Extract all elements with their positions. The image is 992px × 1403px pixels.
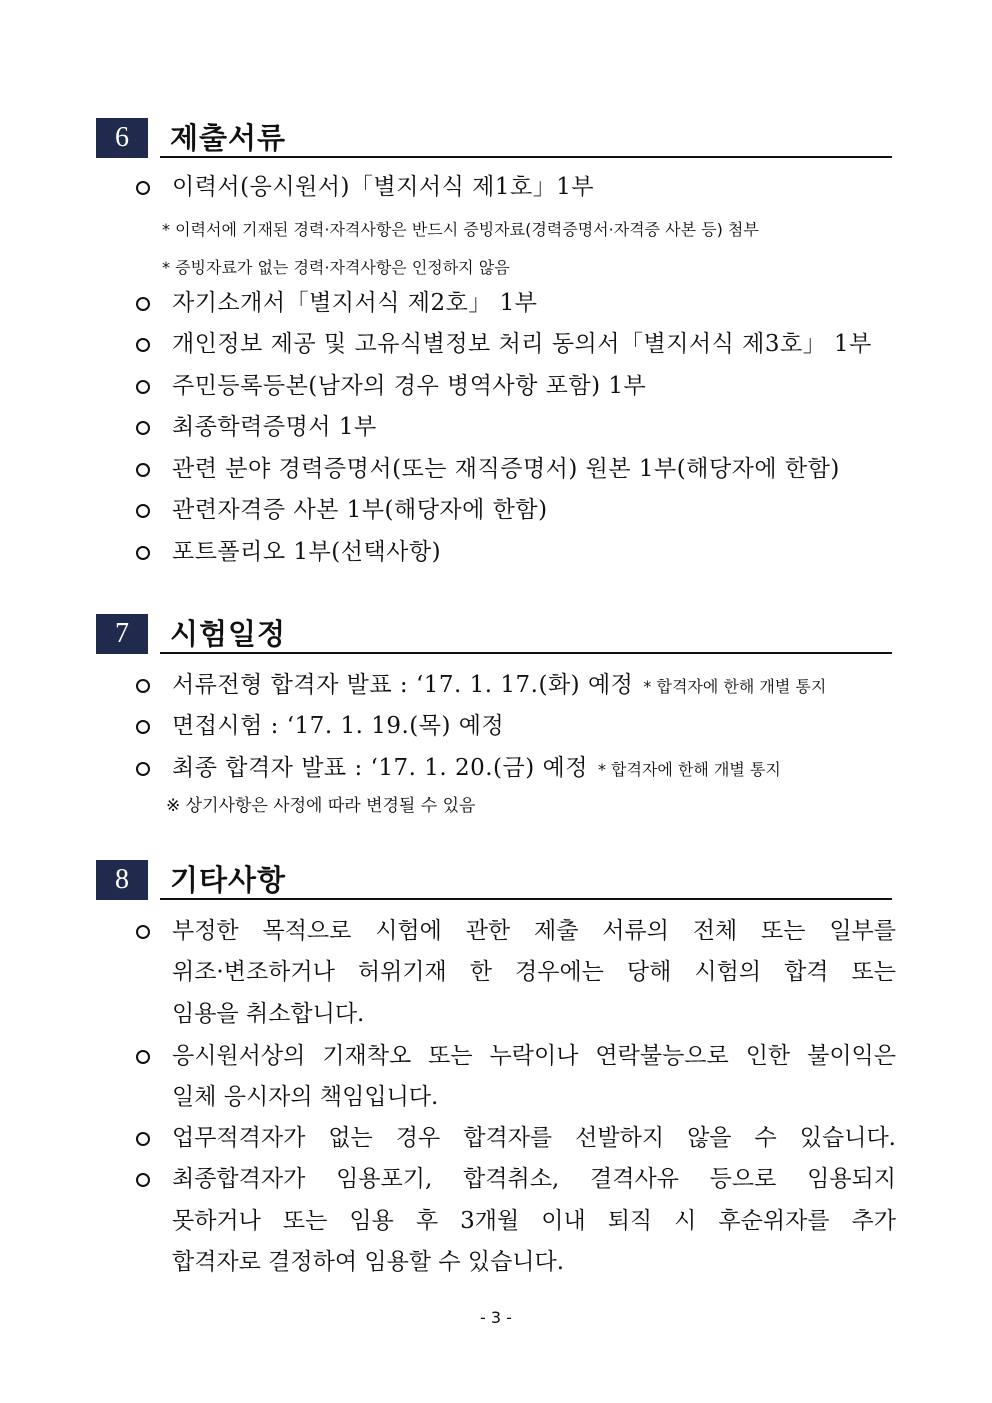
circle-bullet-icon bbox=[136, 1173, 150, 1187]
paragraph-line: 부정한 목적으로 시험에 관한 제출 서류의 전체 또는 일부를 bbox=[172, 918, 896, 944]
circle-bullet-icon bbox=[136, 546, 150, 560]
section-6-header bbox=[96, 118, 892, 158]
circle-bullet-icon bbox=[136, 297, 150, 311]
circle-bullet-icon bbox=[136, 504, 150, 518]
item-text: 포트폴리오 1부(선택사항) bbox=[172, 539, 442, 565]
item-text: 개인정보 제공 및 고유식별정보 처리 동의서「별지서식 제3호」 1부 bbox=[172, 331, 872, 357]
section-rule bbox=[160, 652, 892, 654]
paragraph-line: 일체 응시자의 책임입니다. bbox=[172, 1084, 439, 1110]
inline-note: * 합격자에 한해 개별 통지 bbox=[643, 677, 827, 696]
item-text: 이력서(응시원서)「별지서식 제1호」1부 bbox=[172, 174, 595, 200]
section-number: 8 bbox=[96, 860, 148, 900]
note: * 이력서에 기재된 경력·자격사항은 반드시 증빙자료(경력증명서·자격증 사본 등) 첨부 bbox=[162, 220, 759, 239]
paragraph-line: 업무적격자가 없는 경우 합격자를 선발하지 않을 수 있습니다. bbox=[172, 1125, 896, 1151]
circle-bullet-icon bbox=[136, 1132, 150, 1146]
circle-bullet-icon bbox=[136, 421, 150, 435]
paragraph-line: 최종합격자가 임용포기, 합격취소, 결격사유 등으로 임용되지 bbox=[172, 1166, 896, 1192]
paragraph-line: 응시원서상의 기재착오 또는 누락이나 연락불능으로 인한 불이익은 bbox=[172, 1043, 896, 1069]
item-text: 최종학력증명서 1부 bbox=[172, 414, 377, 440]
circle-bullet-icon bbox=[136, 1050, 150, 1064]
section-number: 7 bbox=[96, 614, 148, 654]
item-text: 자기소개서「별지서식 제2호」 1부 bbox=[172, 290, 538, 316]
paragraph-line: 임용을 취소합니다. bbox=[172, 1001, 365, 1027]
circle-bullet-icon bbox=[136, 925, 150, 939]
circle-bullet-icon bbox=[136, 181, 150, 195]
item-text: 관련 분야 경력증명서(또는 재직증명서) 원본 1부(해당자에 한함) bbox=[172, 456, 840, 482]
paragraph-line: 위조·변조하거나 허위기재 한 경우에는 당해 시험의 합격 또는 bbox=[172, 959, 896, 985]
section-title: 시험일정 bbox=[170, 617, 287, 651]
circle-bullet-icon bbox=[136, 720, 150, 734]
item-text: 면접시험 : ‘17. 1. 19.(목) 예정 bbox=[172, 713, 505, 739]
section-number: 6 bbox=[96, 118, 148, 158]
item-text: 주민등록등본(남자의 경우 병역사항 포함) 1부 bbox=[172, 373, 647, 399]
circle-bullet-icon bbox=[136, 338, 150, 352]
circle-bullet-icon bbox=[136, 380, 150, 394]
inline-note: * 합격자에 한해 개별 통지 bbox=[597, 760, 781, 779]
circle-bullet-icon bbox=[136, 463, 150, 477]
item-text: 서류전형 합격자 발표 : ‘17. 1. 17.(화) 예정 * 합격자에 한해 개별 통지 bbox=[172, 672, 827, 698]
circle-bullet-icon bbox=[136, 679, 150, 693]
page-number: - 3 - bbox=[480, 1308, 512, 1327]
paragraph-line: 합격자로 결정하여 임용할 수 있습니다. bbox=[172, 1249, 565, 1275]
paragraph-line: 못하거나 또는 임용 후 3개월 이내 퇴직 시 후순위자를 추가 bbox=[172, 1208, 896, 1234]
footnote: ※ 상기사항은 사정에 따라 변경될 수 있음 bbox=[166, 796, 476, 816]
note: * 증빙자료가 없는 경력·자격사항은 인정하지 않음 bbox=[162, 258, 510, 277]
section-rule bbox=[160, 898, 892, 900]
section-title: 기타사항 bbox=[170, 863, 287, 897]
section-7-header bbox=[96, 614, 892, 654]
section-8-header bbox=[96, 860, 892, 900]
item-text: 최종 합격자 발표 : ‘17. 1. 20.(금) 예정 * 합격자에 한해 개별 통지 bbox=[172, 755, 781, 781]
section-rule bbox=[160, 156, 892, 158]
circle-bullet-icon bbox=[136, 762, 150, 776]
item-text: 관련자격증 사본 1부(해당자에 한함) bbox=[172, 497, 548, 523]
section-title: 제출서류 bbox=[170, 121, 287, 155]
